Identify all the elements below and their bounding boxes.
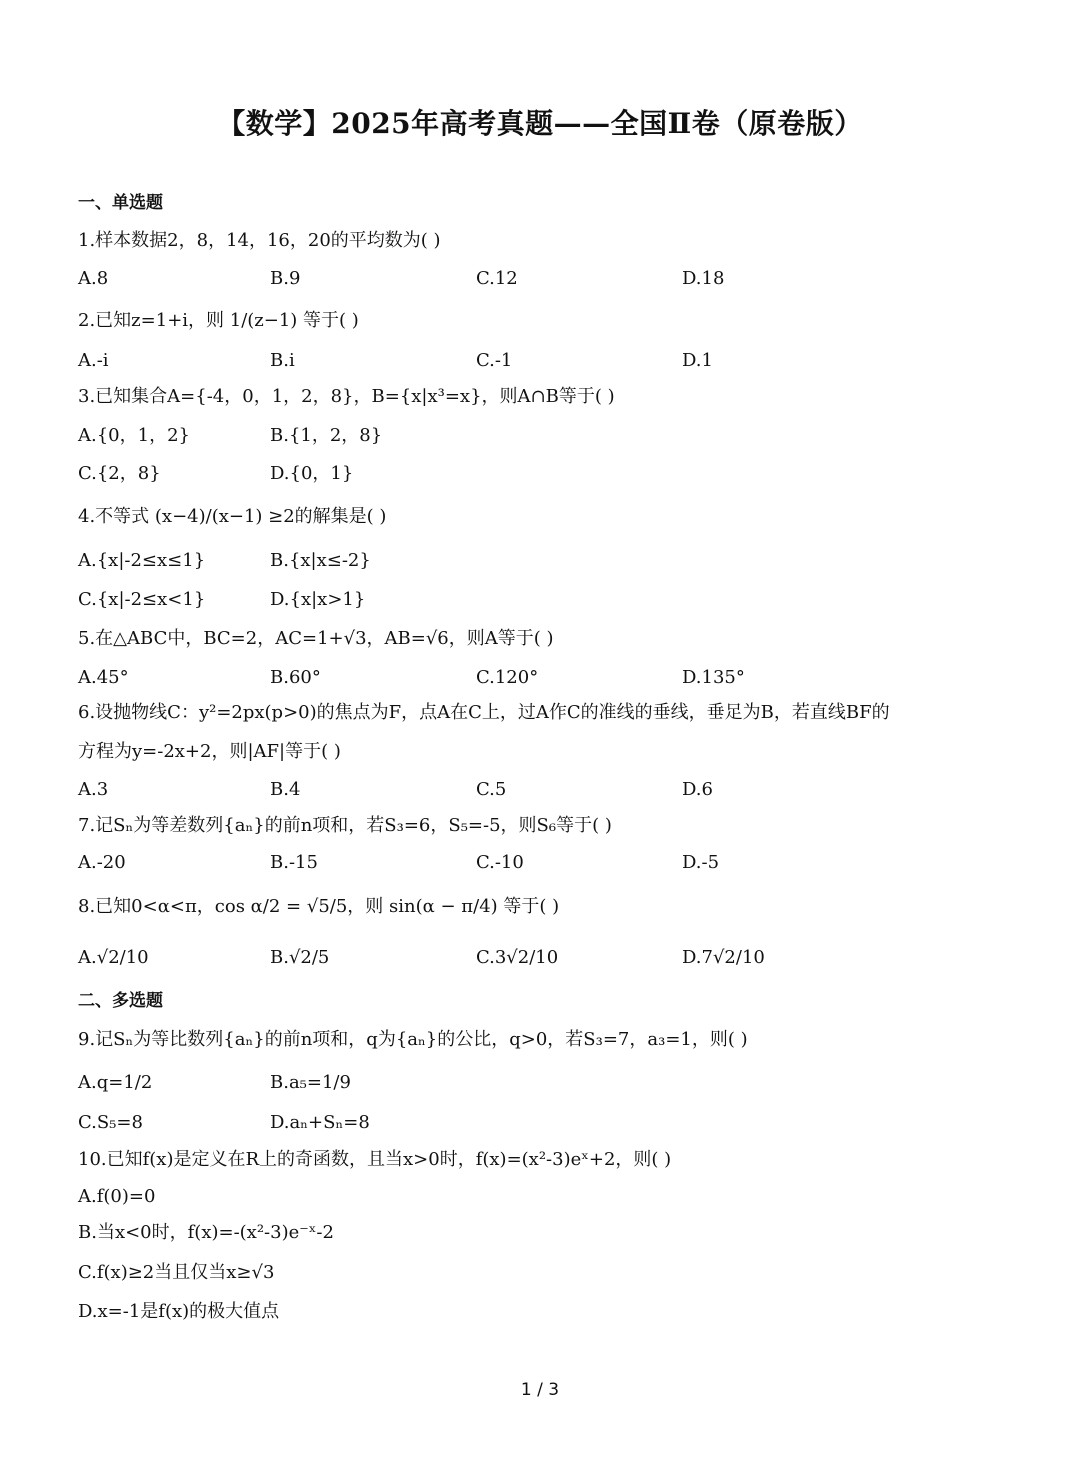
question-3-option-d: D.{0，1} — [270, 463, 354, 484]
question-8-option-d: D.7√2/10 — [682, 947, 765, 968]
question-8-stem: 8.已知0<α<π，cos α/2 = √5/5，则 sin(α − π/4) 等于( ) — [78, 896, 560, 917]
question-6-stem-line-1: 6.设抛物线C：y²=2px(p>0)的焦点为F，点A在C上，过A作C的准线的垂线，垂足为B，若直线BF的 — [78, 702, 890, 723]
question-4-stem: 4.不等式 (x−4)/(x−1) ≥2的解集是( ) — [78, 506, 387, 527]
question-7-option-c: C.-10 — [476, 852, 524, 873]
question-3-stem: 3.已知集合A={-4，0，1，2，8}，B={x|x³=x}，则A∩B等于( ) — [78, 386, 615, 407]
question-10-option-d: D.x=-1是f(x)的极大值点 — [78, 1301, 280, 1322]
question-1-option-c: C.12 — [476, 268, 518, 289]
question-7-option-a: A.-20 — [78, 852, 126, 873]
question-2-option-b: B.i — [270, 350, 295, 371]
question-6-option-d: D.6 — [682, 779, 713, 800]
question-9-option-d: D.aₙ+Sₙ=8 — [270, 1112, 370, 1133]
question-5-option-a: A.45° — [78, 667, 129, 688]
question-7-stem: 7.记Sₙ为等差数列{aₙ}的前n项和，若S₃=6，S₅=-5，则S₆等于( ) — [78, 815, 612, 836]
question-6-option-b: B.4 — [270, 779, 301, 800]
question-7-option-d: D.-5 — [682, 852, 720, 873]
question-3-option-c: C.{2，8} — [78, 463, 161, 484]
question-1-option-a: A.8 — [78, 268, 109, 289]
question-10-option-b: B.当x<0时，f(x)=-(x²-3)e⁻ˣ-2 — [78, 1222, 334, 1243]
question-2-stem: 2.已知z=1+i，则 1/(z−1) 等于( ) — [78, 310, 359, 331]
page-title: 【数学】2025年高考真题——全国Ⅱ卷（原卷版） — [217, 107, 863, 140]
section-heading-single-choice: 一、单选题 — [78, 193, 163, 213]
question-9-option-a: A.q=1/2 — [78, 1072, 153, 1093]
question-4-option-a: A.{x|-2≤x≤1} — [78, 550, 206, 571]
question-9-stem: 9.记Sₙ为等比数列{aₙ}的前n项和，q为{aₙ}的公比，q>0，若S₃=7，a₃=1，则( ) — [78, 1029, 748, 1050]
question-9-option-c: C.S₅=8 — [78, 1112, 143, 1133]
question-8-option-b: B.√2/5 — [270, 947, 330, 968]
question-10-option-c: C.f(x)≥2当且仅当x≥√3 — [78, 1262, 275, 1283]
question-7-option-b: B.-15 — [270, 852, 318, 873]
page-number: 1 / 3 — [520, 1380, 560, 1400]
question-4-option-b: B.{x|x≤-2} — [270, 550, 371, 571]
question-8-option-c: C.3√2/10 — [476, 947, 559, 968]
question-6-option-a: A.3 — [78, 779, 109, 800]
question-2-option-d: D.1 — [682, 350, 713, 371]
question-2-option-a: A.-i — [78, 350, 109, 371]
question-4-option-c: C.{x|-2≤x<1} — [78, 589, 206, 610]
section-heading-multi-choice: 二、多选题 — [78, 991, 163, 1011]
question-1-stem: 1.样本数据2，8，14，16，20的平均数为( ) — [78, 230, 441, 251]
question-4-option-d: D.{x|x>1} — [270, 589, 366, 610]
question-5-option-d: D.135° — [682, 667, 745, 688]
question-5-stem: 5.在△ABC中，BC=2，AC=1+√3，AB=√6，则A等于( ) — [78, 628, 554, 649]
question-5-option-b: B.60° — [270, 667, 321, 688]
question-6-stem-line-2: 方程为y=-2x+2，则|AF|等于( ) — [78, 741, 341, 762]
question-6-option-c: C.5 — [476, 779, 507, 800]
question-1-option-d: D.18 — [682, 268, 725, 289]
question-10-stem: 10.已知f(x)是定义在R上的奇函数，且当x>0时，f(x)=(x²-3)eˣ+2，则( ) — [78, 1149, 672, 1170]
question-1-option-b: B.9 — [270, 268, 301, 289]
question-3-option-a: A.{0，1，2} — [78, 425, 190, 446]
question-10-option-a: A.f(0)=0 — [78, 1186, 156, 1207]
question-3-option-b: B.{1，2，8} — [270, 425, 383, 446]
question-2-option-c: C.-1 — [476, 350, 513, 371]
question-9-option-b: B.a₅=1/9 — [270, 1072, 351, 1093]
question-8-option-a: A.√2/10 — [78, 947, 149, 968]
question-5-option-c: C.120° — [476, 667, 539, 688]
